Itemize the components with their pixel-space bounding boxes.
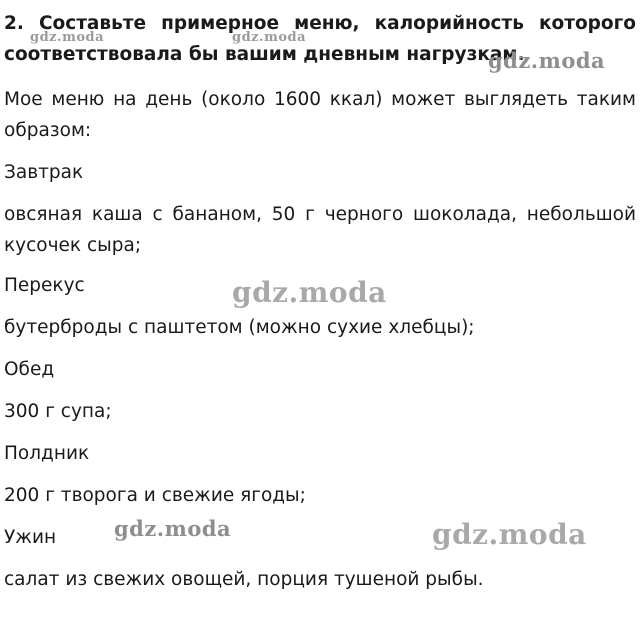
watermark-logo: gdz.moda xyxy=(232,276,387,309)
watermark-logo: gdz.moda xyxy=(432,518,587,551)
watermark-logo: gdz.moda xyxy=(232,30,307,45)
watermark-logo: gdz.moda xyxy=(114,516,232,541)
meal-description-snack: бутерброды с паштетом (можно сухие хлебцы); xyxy=(4,317,475,338)
watermark-logo: gdz.moda xyxy=(30,30,105,45)
meal-name-breakfast: Завтрак xyxy=(4,162,84,183)
answer-intro: Мое меню на день (около 1600 ккал) может выглядеть таким образом: xyxy=(4,89,636,141)
meal-description-breakfast: овсяная каша с бананом, 50 г черного шоколада, небольшой кусочек сыра; xyxy=(4,204,636,256)
meal-description-dinner: салат из свежих овощей, порция тушеной рыбы. xyxy=(4,569,484,590)
meal-description-lunch: 300 г супа; xyxy=(4,401,112,422)
meal-name-dinner: Ужин xyxy=(4,527,57,548)
watermark-logo: gdz.moda xyxy=(488,48,606,73)
meal-name-afternoon-snack: Полдник xyxy=(4,443,90,464)
meal-description-afternoon-snack: 200 г творога и свежие ягоды; xyxy=(4,485,306,506)
task-heading: 2. Составьте примерное меню, калорийность которого соответствовала бы вашим дневным нагрузкам. xyxy=(4,13,636,65)
meal-name-lunch: Обед xyxy=(4,359,55,380)
meal-name-snack: Перекус xyxy=(4,275,85,296)
